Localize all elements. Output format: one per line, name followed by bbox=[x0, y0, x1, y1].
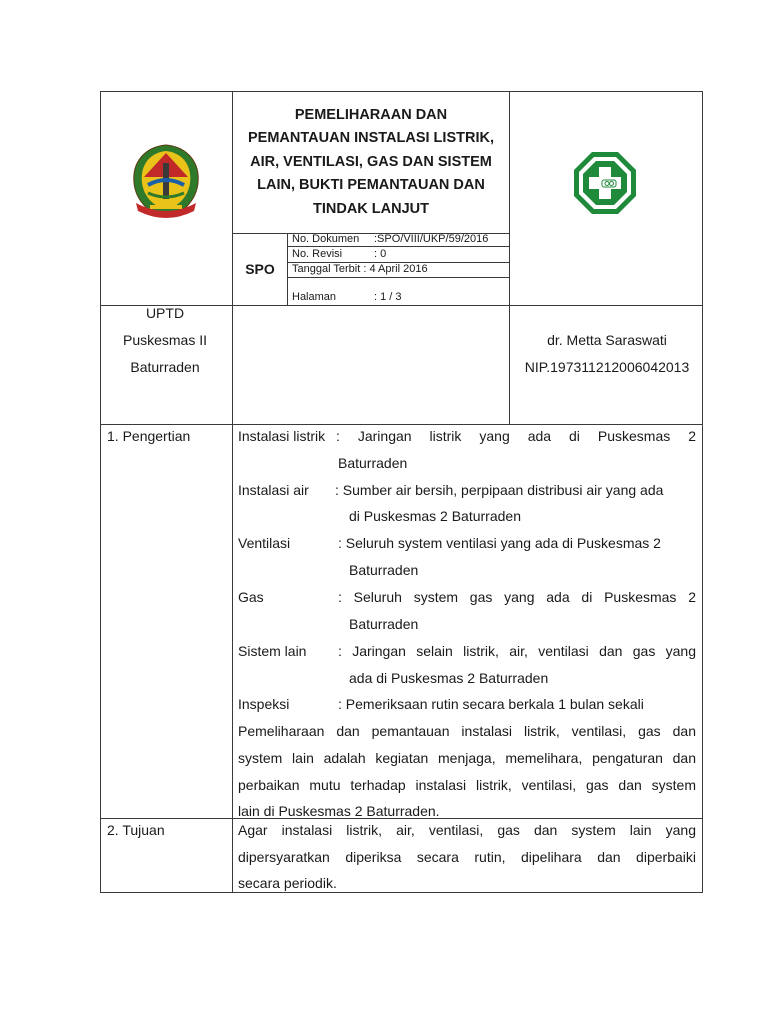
signatory-block bbox=[512, 327, 702, 381]
table-border-top bbox=[100, 91, 703, 92]
definition-term: Inspeksi bbox=[238, 696, 290, 712]
column-divider-left bbox=[232, 91, 233, 893]
institution-line: Baturraden bbox=[130, 359, 200, 375]
table-border-left bbox=[100, 91, 101, 893]
meta-label: Halaman bbox=[292, 291, 337, 303]
definition-text: : Seluruh system gas yang ada di Puskesmas 2 bbox=[338, 589, 696, 605]
meta-value: : 0 bbox=[374, 248, 387, 260]
definition-term: Instalasi air bbox=[238, 482, 309, 498]
paragraph-line: lain di Puskesmas 2 Baturraden. bbox=[238, 803, 440, 819]
column-divider-right bbox=[509, 91, 510, 425]
paragraph-line: Pemeliharaan dan pemantauan instalasi listrik, ventilasi, gas dan bbox=[238, 723, 696, 739]
definition-term: Instalasi listrik bbox=[238, 428, 326, 444]
definition-term: Sistem lain bbox=[238, 643, 307, 659]
signatory-name: dr. Metta Saraswati bbox=[547, 332, 667, 348]
definition-text: Baturraden bbox=[349, 616, 419, 632]
definition-text: ada di Puskesmas 2 Baturraden bbox=[349, 670, 549, 686]
definition-text: : Jaringan selain listrik, air, ventilasi dan gas yang bbox=[338, 643, 696, 659]
document-title bbox=[234, 104, 508, 221]
meta-no-revisi bbox=[292, 248, 386, 261]
title-line: TINDAK LANJUT bbox=[313, 200, 429, 217]
table-border-right bbox=[702, 91, 703, 893]
signatory-nip: NIP.197311212006042013 bbox=[524, 359, 690, 375]
institution-name bbox=[100, 300, 230, 381]
tujuan-line: secara periodik. bbox=[238, 875, 337, 891]
meta-value: : 1 / 3 bbox=[374, 291, 402, 303]
paragraph-line: system lain adalah kegiatan menjaga, memelihara, pengaturan dan bbox=[238, 750, 696, 766]
definition-text: di Puskesmas 2 Baturraden bbox=[349, 508, 521, 524]
meta-label: No. Revisi bbox=[292, 248, 343, 260]
puskesmas-logo-icon bbox=[572, 150, 638, 216]
spo-column-divider bbox=[287, 233, 288, 305]
definition-term: Ventilasi bbox=[238, 535, 291, 551]
definition-text: : Pemeriksaan rutin secara berkala 1 bulan sekali bbox=[338, 696, 644, 712]
meta-divider-1 bbox=[287, 246, 509, 247]
meta-halaman bbox=[292, 291, 402, 304]
meta-label: Tanggal Terbit bbox=[292, 263, 361, 275]
definition-text: Baturraden bbox=[338, 455, 408, 471]
paragraph-line: perbaikan mutu terhadap instalasi listrik, ventilasi, gas dan system bbox=[238, 777, 696, 793]
regency-emblem-icon bbox=[130, 141, 202, 221]
tujuan-line: Agar instalasi listrik, air, ventilasi, gas dan system lain yang bbox=[238, 822, 696, 838]
meta-value: : 4 April 2016 bbox=[363, 263, 428, 275]
meta-tanggal-terbit bbox=[292, 263, 428, 276]
meta-label: No. Dokumen bbox=[292, 233, 360, 245]
tujuan-line: dipersyaratkan diperiksa secara rutin, dipelihara dan diperbaiki bbox=[238, 849, 696, 865]
section-label-tujuan: 2. Tujuan bbox=[107, 822, 165, 838]
title-line: AIR, VENTILASI, GAS DAN SISTEM bbox=[250, 153, 492, 170]
definition-text: : Jaringan listrik yang ada di Puskesmas 2 bbox=[336, 428, 696, 444]
section-label-pengertian: 1. Pengertian bbox=[107, 428, 191, 444]
definition-text: : Seluruh system ventilasi yang ada di Puskesmas 2 bbox=[338, 535, 661, 551]
institution-line: UPTD bbox=[145, 305, 185, 321]
definition-text: : Sumber air bersih, perpipaan distribusi air yang ada bbox=[335, 482, 664, 498]
title-line: PEMELIHARAAN DAN bbox=[294, 107, 448, 123]
institution-line: Puskesmas II bbox=[122, 332, 208, 348]
meta-no-dokumen bbox=[292, 233, 488, 246]
title-line: PEMANTAUAN INSTALASI LISTRIK, bbox=[248, 130, 494, 147]
definition-text: Baturraden bbox=[349, 562, 419, 578]
meta-value: :SPO/VIII/UKP/59/2016 bbox=[374, 233, 489, 245]
meta-divider-3 bbox=[287, 277, 509, 278]
definition-term: Gas bbox=[238, 589, 264, 605]
spo-label: SPO bbox=[245, 261, 275, 277]
title-line: LAIN, BUKTI PEMANTAUAN DAN bbox=[257, 177, 485, 194]
